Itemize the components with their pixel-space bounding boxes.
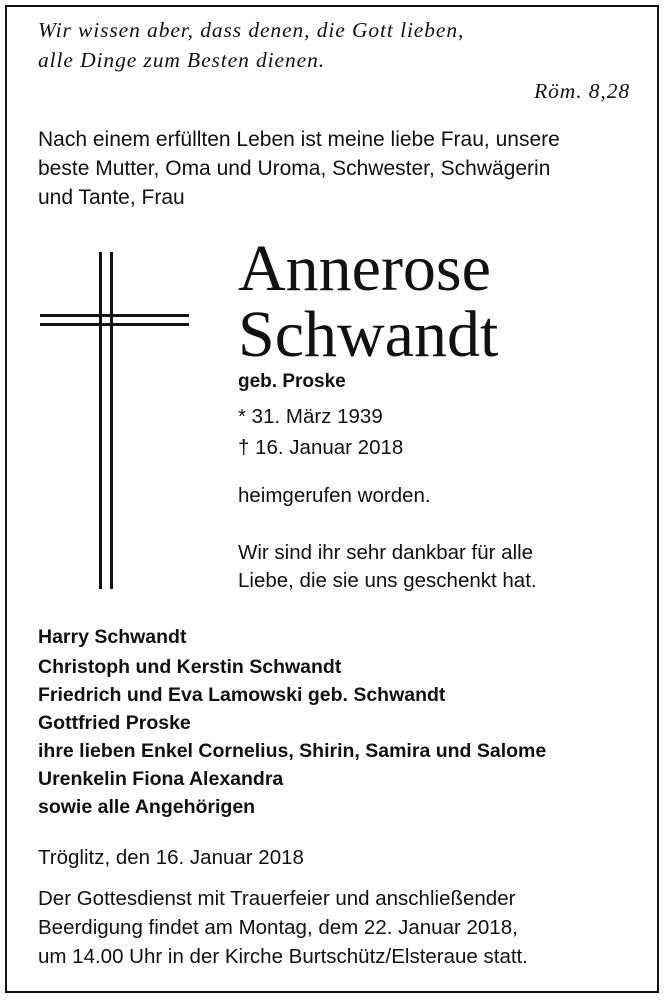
service-line-2: Beerdigung findet am Montag, dem 22. Januar 2018, bbox=[38, 916, 518, 939]
mourner-line: Urenkelin Fiona Alexandra bbox=[38, 768, 284, 790]
mourner-line: Friedrich und Eva Lamowski geb. Schwandt bbox=[38, 684, 446, 706]
passed-text: heimgerufen worden. bbox=[238, 484, 431, 507]
mourner-line: Harry Schwandt bbox=[38, 626, 187, 648]
verse-line-2: alle Dinge zum Besten dienen. bbox=[38, 48, 326, 72]
birth-date: * 31. März 1939 bbox=[238, 405, 383, 428]
verse-line-1: Wir wissen aber, dass denen, die Gott lieben, bbox=[38, 18, 465, 42]
thanks-line-2: Liebe, die sie uns geschenkt hat. bbox=[238, 569, 537, 592]
deceased-first-name: Annerose bbox=[238, 232, 491, 305]
maiden-name: geb. Proske bbox=[238, 371, 346, 392]
service-line-1: Der Gottesdienst mit Trauerfeier und anschließender bbox=[38, 887, 516, 910]
deceased-last-name: Schwandt bbox=[238, 298, 499, 371]
intro-line-2: beste Mutter, Oma und Uroma, Schwester, Schwägerin bbox=[38, 157, 551, 180]
place-date: Tröglitz, den 16. Januar 2018 bbox=[38, 846, 304, 869]
mourner-line: ihre lieben Enkel Cornelius, Shirin, Samira und Salome bbox=[38, 740, 547, 762]
mourner-line: sowie alle Angehörigen bbox=[38, 796, 256, 818]
intro-line-3: und Tante, Frau bbox=[38, 186, 185, 209]
intro-line-1: Nach einem erfüllten Leben ist meine liebe Frau, unsere bbox=[38, 128, 560, 151]
mourner-line: Christoph und Kerstin Schwandt bbox=[38, 656, 342, 678]
service-line-3: um 14.00 Uhr in der Kirche Burtschütz/Elsteraue statt. bbox=[38, 945, 528, 968]
death-date: † 16. Januar 2018 bbox=[238, 436, 404, 459]
mourner-line: Gottfried Proske bbox=[38, 712, 191, 734]
verse-reference: Röm. 8,28 bbox=[534, 79, 630, 103]
thanks-line-1: Wir sind ihr sehr dankbar für alle bbox=[238, 541, 534, 564]
